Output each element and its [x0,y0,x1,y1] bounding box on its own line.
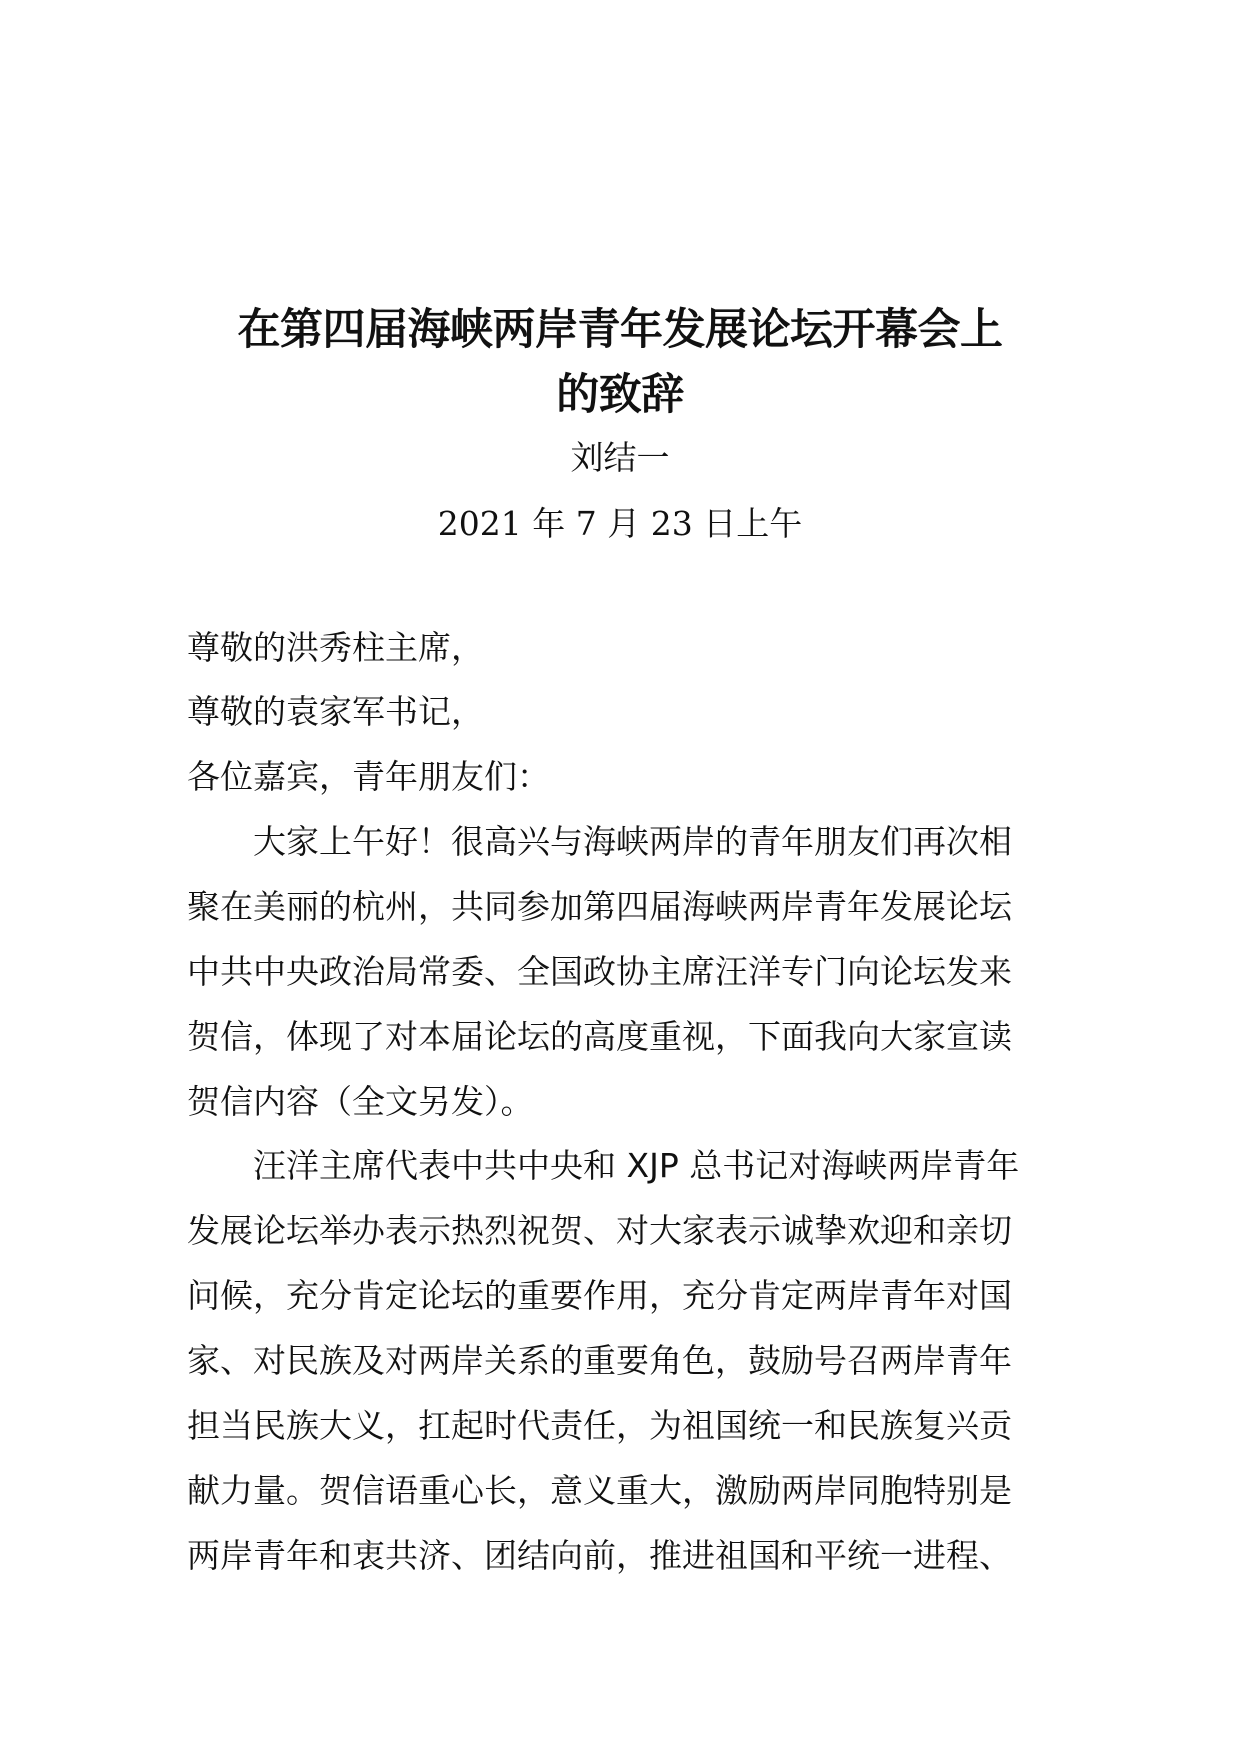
salutation-line: 各位嘉宾，青年朋友们： [187,757,550,796]
paragraph-1-line: 中共中央政治局常委、全国政协主席汪洋专门向论坛发来 [187,952,1012,991]
paragraph-1-line: 大家上午好！很高兴与海峡两岸的青年朋友们再次相 [253,822,1012,861]
paragraph-2-line: 献力量。贺信语重心长，意义重大，激励两岸同胞特别是 [187,1471,1012,1510]
paragraph-1-line: 贺信，体现了对本届论坛的高度重视，下面我向大家宣读 [187,1017,1012,1056]
paragraph-2-line: 两岸青年和衷共济、团结向前，推进祖国和平统一进程、 [187,1536,1012,1575]
author-name: 刘结一 [570,438,670,477]
document-title-line-1: 在第四届海峡两岸青年发展论坛开幕会上 [237,305,1003,355]
paragraph-2-line: 家、对民族及对两岸关系的重要角色，鼓励号召两岸青年 [187,1341,1012,1380]
paragraph-2-line: 汪洋主席代表中共中央和 XJP 总书记对海峡两岸青年 [253,1146,1020,1185]
speech-date: 2021 年 7 月 23 日上午 [437,504,803,543]
paragraph-2-line: 发展论坛举办表示热烈祝贺、对大家表示诚挚欢迎和亲切 [187,1211,1012,1250]
paragraph-1-line: 贺信内容（全文另发）。 [187,1082,534,1121]
paragraph-2-line: 担当民族大义，扛起时代责任，为祖国统一和民族复兴贡 [187,1406,1012,1445]
paragraph-2-line: 问候，充分肯定论坛的重要作用，充分肯定两岸青年对国 [187,1276,1012,1315]
salutation-line: 尊敬的袁家军书记， [187,692,484,731]
document-title-line-2: 的致辞 [556,370,684,420]
paragraph-1-line: 聚在美丽的杭州，共同参加第四届海峡两岸青年发展论坛 [187,887,1012,926]
salutation-line: 尊敬的洪秀柱主席， [187,628,484,667]
